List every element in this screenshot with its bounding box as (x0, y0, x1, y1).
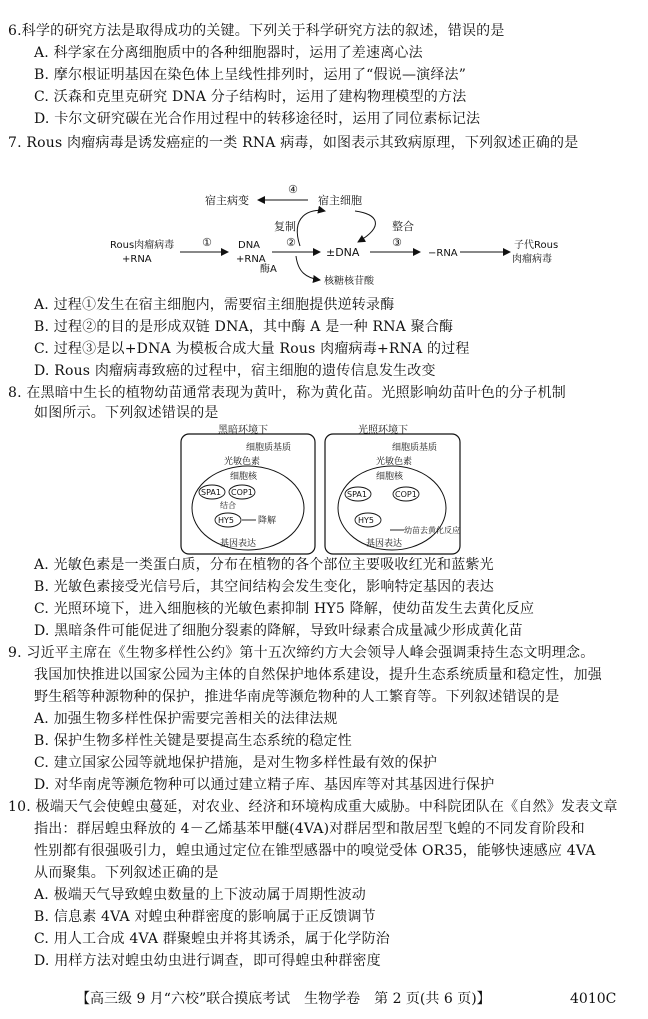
q9-option-a: A. 加强生物多样性保护需要完善相关的法律法规 (34, 711, 338, 727)
q7-option-b: B. 过程②的目的是形成双链 DNA，其中酶 A 是一种 RNA 聚合酶 (34, 319, 454, 335)
dark-spa1: SPA1 (201, 488, 221, 497)
nucleotides-label: 核糖核苷酸 (324, 276, 374, 287)
dark-photoreceptor: 光敏色素 (224, 457, 261, 467)
page-footer: 【高三级 9 月“六校”联合摸底考试 生物学卷 第 2 页(共 6 页)】 (76, 991, 491, 1007)
step3-label: ③ (392, 236, 402, 249)
q9-stem-line2: 我国加快推进以国家公园为主体的自然保护地体系建设，提升生态系统质量和稳定性，加强 (34, 667, 602, 683)
dark-cop1: COP1 (231, 488, 253, 497)
q8-option-a: A. 光敏色素是一类蛋白质，分布在植物的各个部位主要吸收红光和蓝紫光 (34, 557, 494, 573)
integrate-arc (355, 211, 375, 242)
replicate-arc (297, 210, 325, 246)
q8-stem-line1: 8. 在黑暗中生长的植物幼苗通常表现为黄叶，称为黄化苗。光照影响幼苗叶色的分子机制 (8, 385, 567, 401)
pm-dna-label: ±DNA (326, 246, 360, 259)
integrate-label: 整合 (392, 220, 414, 233)
dark-cell-membrane: 细胞质基质 (246, 443, 292, 453)
q7-option-c: C. 过程③是以+DNA 为模板合成大量 Rous 肉瘤病毒+RNA 的过程 (34, 341, 470, 357)
light-hy5: HY5 (358, 516, 374, 525)
light-spa1: SPA1 (347, 490, 367, 499)
light-title: 光照环境下 (358, 425, 408, 436)
enzyme-a-label: 酶A (260, 264, 277, 275)
q9-stem-line3: 野生稻等种源物种的保护，推进华南虎等濒危物种的人工繁育等。下列叙述错误的是 (34, 689, 560, 705)
q9-option-c: C. 建立国家公园等就地保护措施，是对生物多样性最有效的保护 (34, 755, 438, 771)
q9-option-b: B. 保护生物多样性关键是要提高生态系统的稳定性 (34, 733, 352, 749)
q8-option-c: C. 光照环境下，进入细胞核的光敏色素抑制 HY5 降解，使幼苗发生去黄化反应 (34, 601, 535, 617)
rous-rna-label: +RNA (122, 254, 152, 265)
q6-option-b: B. 摩尔根证明基因在染色体上呈线性排列时，运用了“假说—演绎法” (34, 67, 467, 83)
q7-diagram (110, 156, 570, 292)
q10-stem-line3: 性别都有很强吸引力，蝗虫通过定位在锥型感器中的嗅觉受体 OR35，能够快速感应 4VA (34, 843, 596, 859)
replicate-label: 复制 (274, 220, 296, 233)
step1-label: ① (202, 236, 212, 249)
progeny-label: 子代Rous (514, 240, 559, 251)
q8-option-d: D. 黑暗条件可能促进了细胞分裂素的降解，导致叶绿素合成量减少形成黄化苗 (34, 623, 523, 639)
q10-option-c: C. 用人工合成 4VA 群聚蝗虫并将其诱杀，属于化学防治 (34, 931, 390, 947)
q6-option-a: A. 科学家在分离细胞质中的各种细胞器时，运用了差速离心法 (34, 45, 423, 61)
q7-option-d: D. Rous 肉瘤病毒致癌的过程中，宿主细胞的遗传信息发生改变 (34, 363, 436, 379)
dark-gene-expr: 基因表达 (220, 539, 257, 549)
neg-rna-label: −RNA (428, 248, 458, 259)
q10-option-b: B. 信息素 4VA 对蝗虫种群密度的影响属于正反馈调节 (34, 909, 376, 925)
rous-virus-label: Rous肉瘤病毒 (110, 240, 175, 251)
host-lesion-label: 宿主病变 (205, 194, 249, 207)
q7-stem: 7. Rous 肉瘤病毒是诱发癌症的一类 RNA 病毒，如图表示其致病原理，下列叙述正确的是 (8, 135, 579, 151)
q10-stem-line4: 从而聚集。下列叙述正确的是 (34, 865, 219, 881)
q7-option-a: A. 过程①发生在宿主细胞内，需要宿主细胞提供逆转录酶 (34, 297, 395, 313)
q10-stem-line2: 指出：群居蝗虫释放的 4－乙烯基苯甲醚(4VA)对群居型和散居型飞蝗的不同发育阶段和 (34, 821, 585, 837)
q8-diagram (180, 424, 462, 556)
light-gene-expr: 基因表达 (366, 539, 403, 549)
q10-option-a: A. 极端天气导致蝗虫数量的上下波动属于周期性波动 (34, 887, 367, 903)
q8-stem-line2: 如图所示。下列叙述错误的是 (34, 405, 219, 421)
enzyme-arrow (296, 256, 320, 280)
q8-option-b: B. 光敏色素接受光信号后，其空间结构会发生变化，影响特定基因的表达 (34, 579, 494, 595)
dark-hy5: HY5 (218, 516, 234, 525)
light-photoreceptor: 光敏色素 (376, 457, 413, 467)
dark-combine: 结合 (220, 501, 236, 510)
q6-option-d: D. 卡尔文研究碳在光合作用过程中的转移途径时，运用了同位素标记法 (34, 111, 481, 127)
dark-title: 黑暗环境下 (218, 425, 268, 436)
light-nucleus-label: 细胞核 (376, 472, 404, 482)
host-cell-label: 宿主细胞 (318, 194, 362, 207)
exam-code: 4010C (570, 991, 617, 1007)
dna-rna-label: +RNA (236, 254, 266, 265)
dark-nucleus-label: 细胞核 (230, 472, 258, 482)
q9-stem-line1: 9. 习近平主席在《生物多样性公约》第十五次缔约方大会领导人峰会强调秉持生态文明理念。 (8, 645, 595, 661)
dark-degrade: 降解 (258, 516, 277, 526)
q9-option-d: D. 对华南虎等濒危物种可以通过建立精子库、基因库等对其基因进行保护 (34, 777, 495, 793)
step4-label: ④ (288, 183, 298, 196)
dna-label: DNA (238, 240, 261, 251)
q10-option-d: D. 用样方法对蝗虫幼虫进行调查，即可得蝗虫种群密度 (34, 953, 381, 969)
progeny-virus-label: 肉瘤病毒 (512, 254, 552, 265)
light-response: 幼苗去黄化反应 (404, 526, 460, 535)
light-cell-membrane: 细胞质基质 (392, 443, 438, 453)
step2-label: ② (286, 236, 296, 249)
light-cop1: COP1 (395, 490, 417, 499)
q6-stem: 6.科学的研究方法是取得成功的关键。下列关于科学研究方法的叙述，错误的是 (8, 23, 505, 39)
q6-option-c: C. 沃森和克里克研究 DNA 分子结构时，运用了建构物理模型的方法 (34, 89, 467, 105)
q10-stem-line1: 10. 极端天气会使蝗虫蔓延，对农业、经济和环境构成重大威胁。中科院团队在《自然》发表文章 (8, 799, 618, 815)
